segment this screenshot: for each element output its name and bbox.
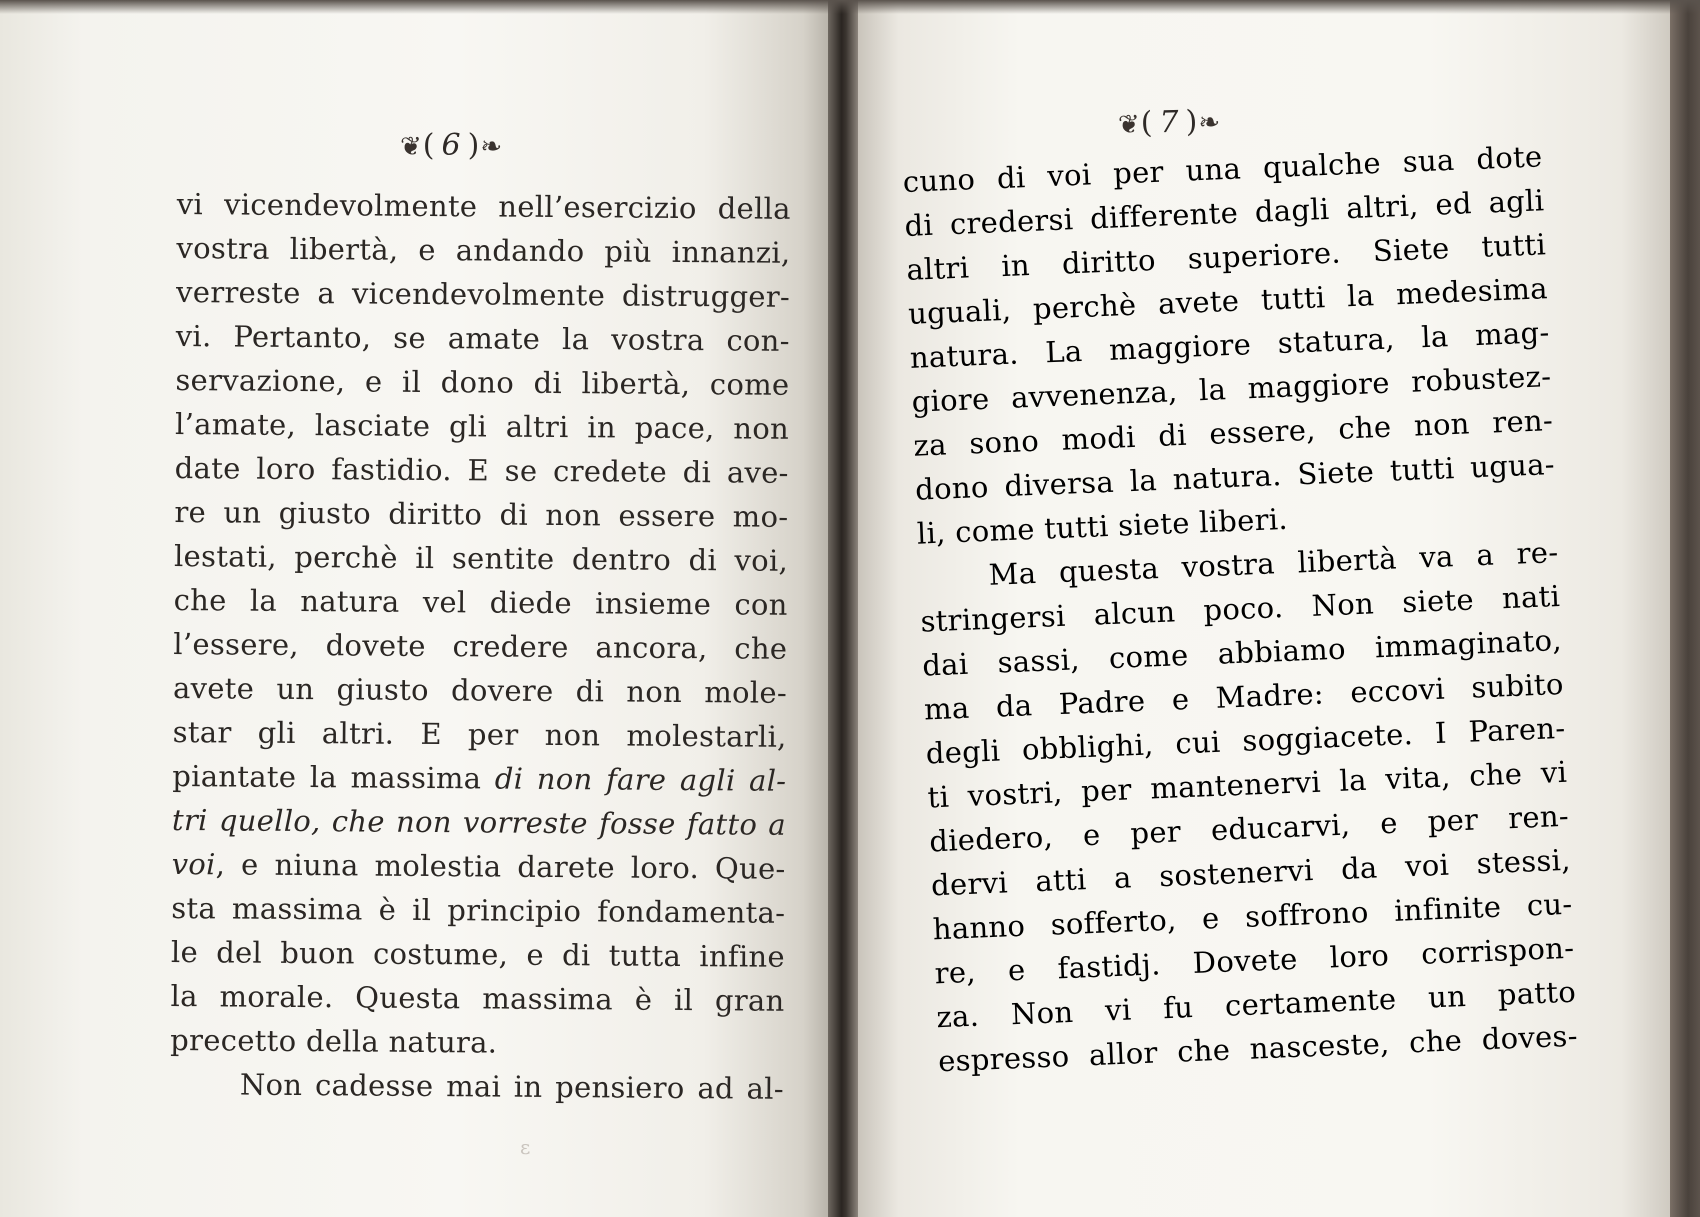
left-page: [0, 0, 828, 1217]
italic-maxim-line: tri quello, che non vorreste fosse fatto a: [171, 802, 787, 842]
right-page-text: [902, 134, 1579, 1083]
italic-maxim: voi: [171, 846, 216, 882]
text-line: piantate la massima di non fare agli al-: [172, 758, 787, 798]
text-line: avete un giusto dovere di non mole-: [172, 670, 788, 710]
text-line: sta massima è il principio fondamenta-: [171, 890, 786, 930]
text-line: za. Non vi fu certamente un patto: [935, 974, 1577, 1035]
text-line: li, come tutti siete liberi.: [916, 501, 1289, 551]
text-line: uguali, perchè avete tutti la medesima: [907, 271, 1549, 331]
fleuron-ornament-icon: ❧: [480, 132, 504, 162]
text-line: vi vicendevolmente nell’esercizio della: [176, 186, 791, 226]
page-header-left: ❦( 6 )❧: [400, 128, 504, 163]
book-gutter: [828, 0, 858, 1217]
page-header-right: ❦( 7 )❧: [1117, 104, 1222, 141]
text-line: l’essere, dovete credere ancora, che: [173, 626, 788, 666]
text-line: vi. Pertanto, se amate la vostra con-: [175, 318, 790, 358]
text-line: precetto della natura.: [170, 1022, 498, 1060]
text-line: hanno sofferto, e soffrono infinite cu-: [932, 886, 1574, 947]
text-line: re, e fastidj. Dovete loro corrispon-: [933, 930, 1575, 991]
page-number-left: 6: [441, 128, 462, 163]
text-line: che la natura vel diede insieme con: [173, 582, 788, 622]
fleuron-ornament-icon: ❦: [1117, 109, 1142, 141]
paragraph-start-line: Non cadesse mai in pensiero ad al-: [239, 1067, 785, 1106]
text-line: natura. La maggiore statura, la mag-: [909, 315, 1551, 375]
bleed-through-mark: ɛ: [520, 1135, 531, 1159]
text-line: servazione, e il dono di libertà, come: [175, 362, 790, 402]
page-number-right: 7: [1159, 104, 1181, 141]
text-line: di credersi differente dagli altri, ed agli: [903, 183, 1545, 243]
italic-maxim: di non fare agli al-: [494, 761, 787, 798]
text-line: re un giusto diritto di non essere mo-: [174, 494, 789, 534]
left-page-text: [170, 182, 791, 1111]
text-line: lestati, perchè il sentite dentro di voi,: [173, 538, 789, 578]
text-line: date loro fastidio. E se credete di ave-: [174, 450, 789, 490]
fleuron-ornament-icon: ❦: [400, 132, 423, 162]
text-line: verreste a vicendevolmente distrugger-: [176, 274, 791, 314]
text-line: dai sassi, come abbiamo immaginato,: [921, 622, 1563, 683]
text-line: espresso allor che nasceste, che doves-: [937, 1018, 1579, 1079]
fleuron-ornament-icon: ❧: [1197, 107, 1222, 139]
text-line: vostra libertà, e andando più innanzi,: [176, 230, 791, 270]
paragraph-start-line: Ma questa vostra libertà va a re-: [988, 534, 1559, 592]
text-line: la morale. Questa massima è il gran: [170, 978, 785, 1018]
text-line: stringersi alcun poco. Non siete nati: [919, 578, 1561, 639]
text-line: degli obblighi, cui soggiacete. I Paren-: [925, 710, 1567, 771]
text-line: ti vostri, per mantenervi la vita, che vi: [926, 754, 1568, 815]
text-line: za sono modi di essere, che non ren-: [912, 403, 1554, 463]
text-line: cuno di voi per una qualche sua dote: [902, 139, 1544, 199]
text-line: altri in diritto superiore. Siete tutti: [905, 227, 1547, 287]
text-line: dervi atti a sostenervi da voi stessi,: [930, 842, 1572, 903]
text-line: le del buon costume, e di tutta infine: [170, 934, 786, 974]
text-line: l’amate, lasciate gli altri in pace, non: [174, 406, 790, 446]
text-line: diedero, e per educarvi, e per ren-: [928, 798, 1570, 859]
text-line: star gli altri. E per non molestarli,: [172, 714, 787, 754]
text-line: dono diversa la natura. Siete tutti ugua-: [914, 447, 1556, 507]
text-line: giore avvenenza, la maggiore robustez-: [911, 359, 1552, 419]
text-line: ma da Padre e Madre: eccovi subito: [923, 666, 1565, 727]
text-line: voi, e niuna molestia darete loro. Que-: [171, 846, 786, 886]
page-top-shadow: [0, 0, 1700, 14]
book-edge: [1670, 0, 1700, 1217]
